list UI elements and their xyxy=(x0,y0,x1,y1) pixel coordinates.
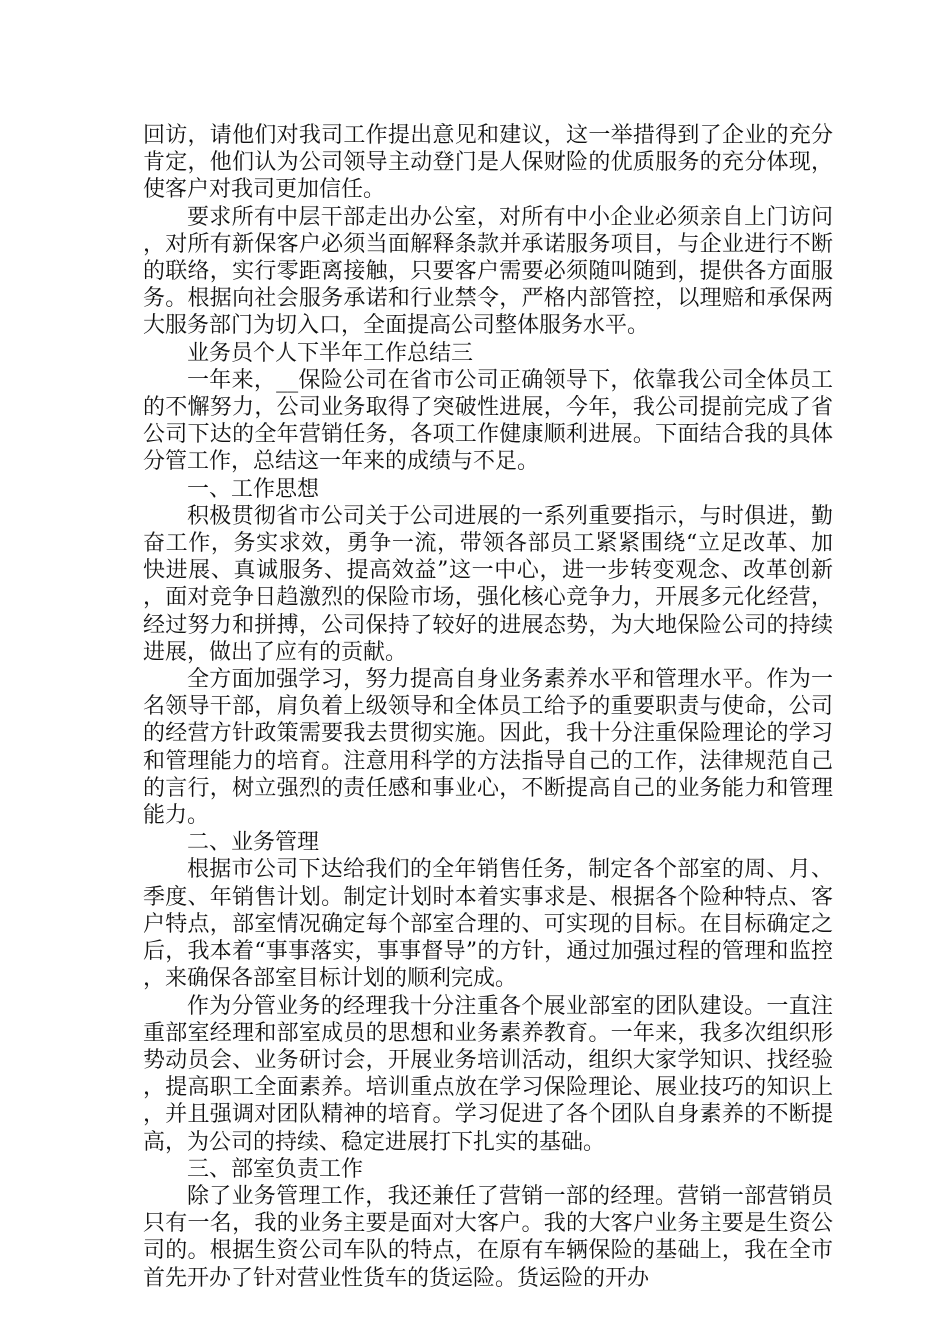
paragraph-8: 除了业务管理工作，我还兼任了营销一部的经理。营销一部营销员只有一名，我的业务主要是面对大客户。我的大客户业务主要是生资公司的。根据生资公司车队的特点，在原有车辆保险的基础上，我在全市首先开办了针对营业性货车的货运险。货运险的开办 xyxy=(143,1183,833,1291)
paragraph-6: 根据市公司下达给我们的全年销售任务，制定各个部室的周、月、季度、年销售计划。制定计划时本着实事求是、根据各个险种特点、客户特点，部室情况确定每个部室合理的、可实现的目标。在目标确定之后，我本着“事事落实，事事督导”的方针，通过加强过程的管理和监控，来确保各部室目标计划的顺利完成。 xyxy=(143,857,833,992)
section-title: 业务员个人下半年工作总结三 xyxy=(187,340,474,366)
paragraph-3: 一年来，__保险公司在省市公司正确领导下，依靠我公司全体员工的不懈努力，公司业务取得了突破性进展，今年，我公司提前完成了省公司下达的全年营销任务，各项工作健康顺利进展。下面结合我的具体分管工作，总结这一年来的成绩与不足。 xyxy=(143,367,833,475)
heading-department-work: 三、部室负责工作 xyxy=(187,1156,364,1182)
document-body xyxy=(143,122,833,1292)
paragraph-5: 全方面加强学习，努力提高自身业务素养水平和管理水平。作为一名领导干部，肩负着上级领导和全体员工给予的重要职责与使命，公司的经营方针政策需要我去贯彻实施。因此，我十分注重保险理论的学习和管理能力的培育。注意用科学的方法指导自己的工作，法律规范自己的言行，树立强烈的责任感和事业心，不断提高自己的业务能力和管理能力。 xyxy=(143,667,833,829)
paragraph-4: 积极贯彻省市公司关于公司进展的一系列重要指示，与时俱进，勤奋工作，务实求效，勇争一流，带领各部员工紧紧围绕“立足改革、加快进展、真诚服务、提高效益”这一中心，进一步转变观念、改革创新，面对竞争日趋激烈的保险市场，强化核心竞争力，开展多元化经营，经过努力和拼搏，公司保持了较好的进展态势，为大地保险公司的持续进展，做出了应有的贡献。 xyxy=(143,503,833,665)
heading-business-management: 二、业务管理 xyxy=(187,830,320,856)
heading-work-thought: 一、工作思想 xyxy=(187,476,320,502)
paragraph-7: 作为分管业务的经理我十分注重各个展业部室的团队建设。一直注重部室经理和部室成员的思想和业务素养教育。一年来，我多次组织形势动员会、业务研讨会，开展业务培训活动，组织大家学知识、找经验，提高职工全面素养。培训重点放在学习保险理论、展业技巧的知识上，并且强调对团队精神的培育。学习促进了各个团队自身素养的不断提高，为公司的持续、稳定进展打下扎实的基础。 xyxy=(143,993,833,1155)
paragraph-1: 回访，请他们对我司工作提出意见和建议，这一举措得到了企业的充分肯定，他们认为公司领导主动登门是人保财险的优质服务的充分体现，使客户对我司更加信任。 xyxy=(143,123,833,203)
paragraph-2: 要求所有中层干部走出办公室，对所有中小企业必须亲自上门访问，对所有新保客户必须当面解释条款并承诺服务项目，与企业进行不断的联络，实行零距离接触，只要客户需要必须随叫随到，提供各方面服务。根据向社会服务承诺和行业禁令，严格内部管控，以理赔和承保两大服务部门为切入口，全面提高公司整体服务水平。 xyxy=(143,204,833,339)
